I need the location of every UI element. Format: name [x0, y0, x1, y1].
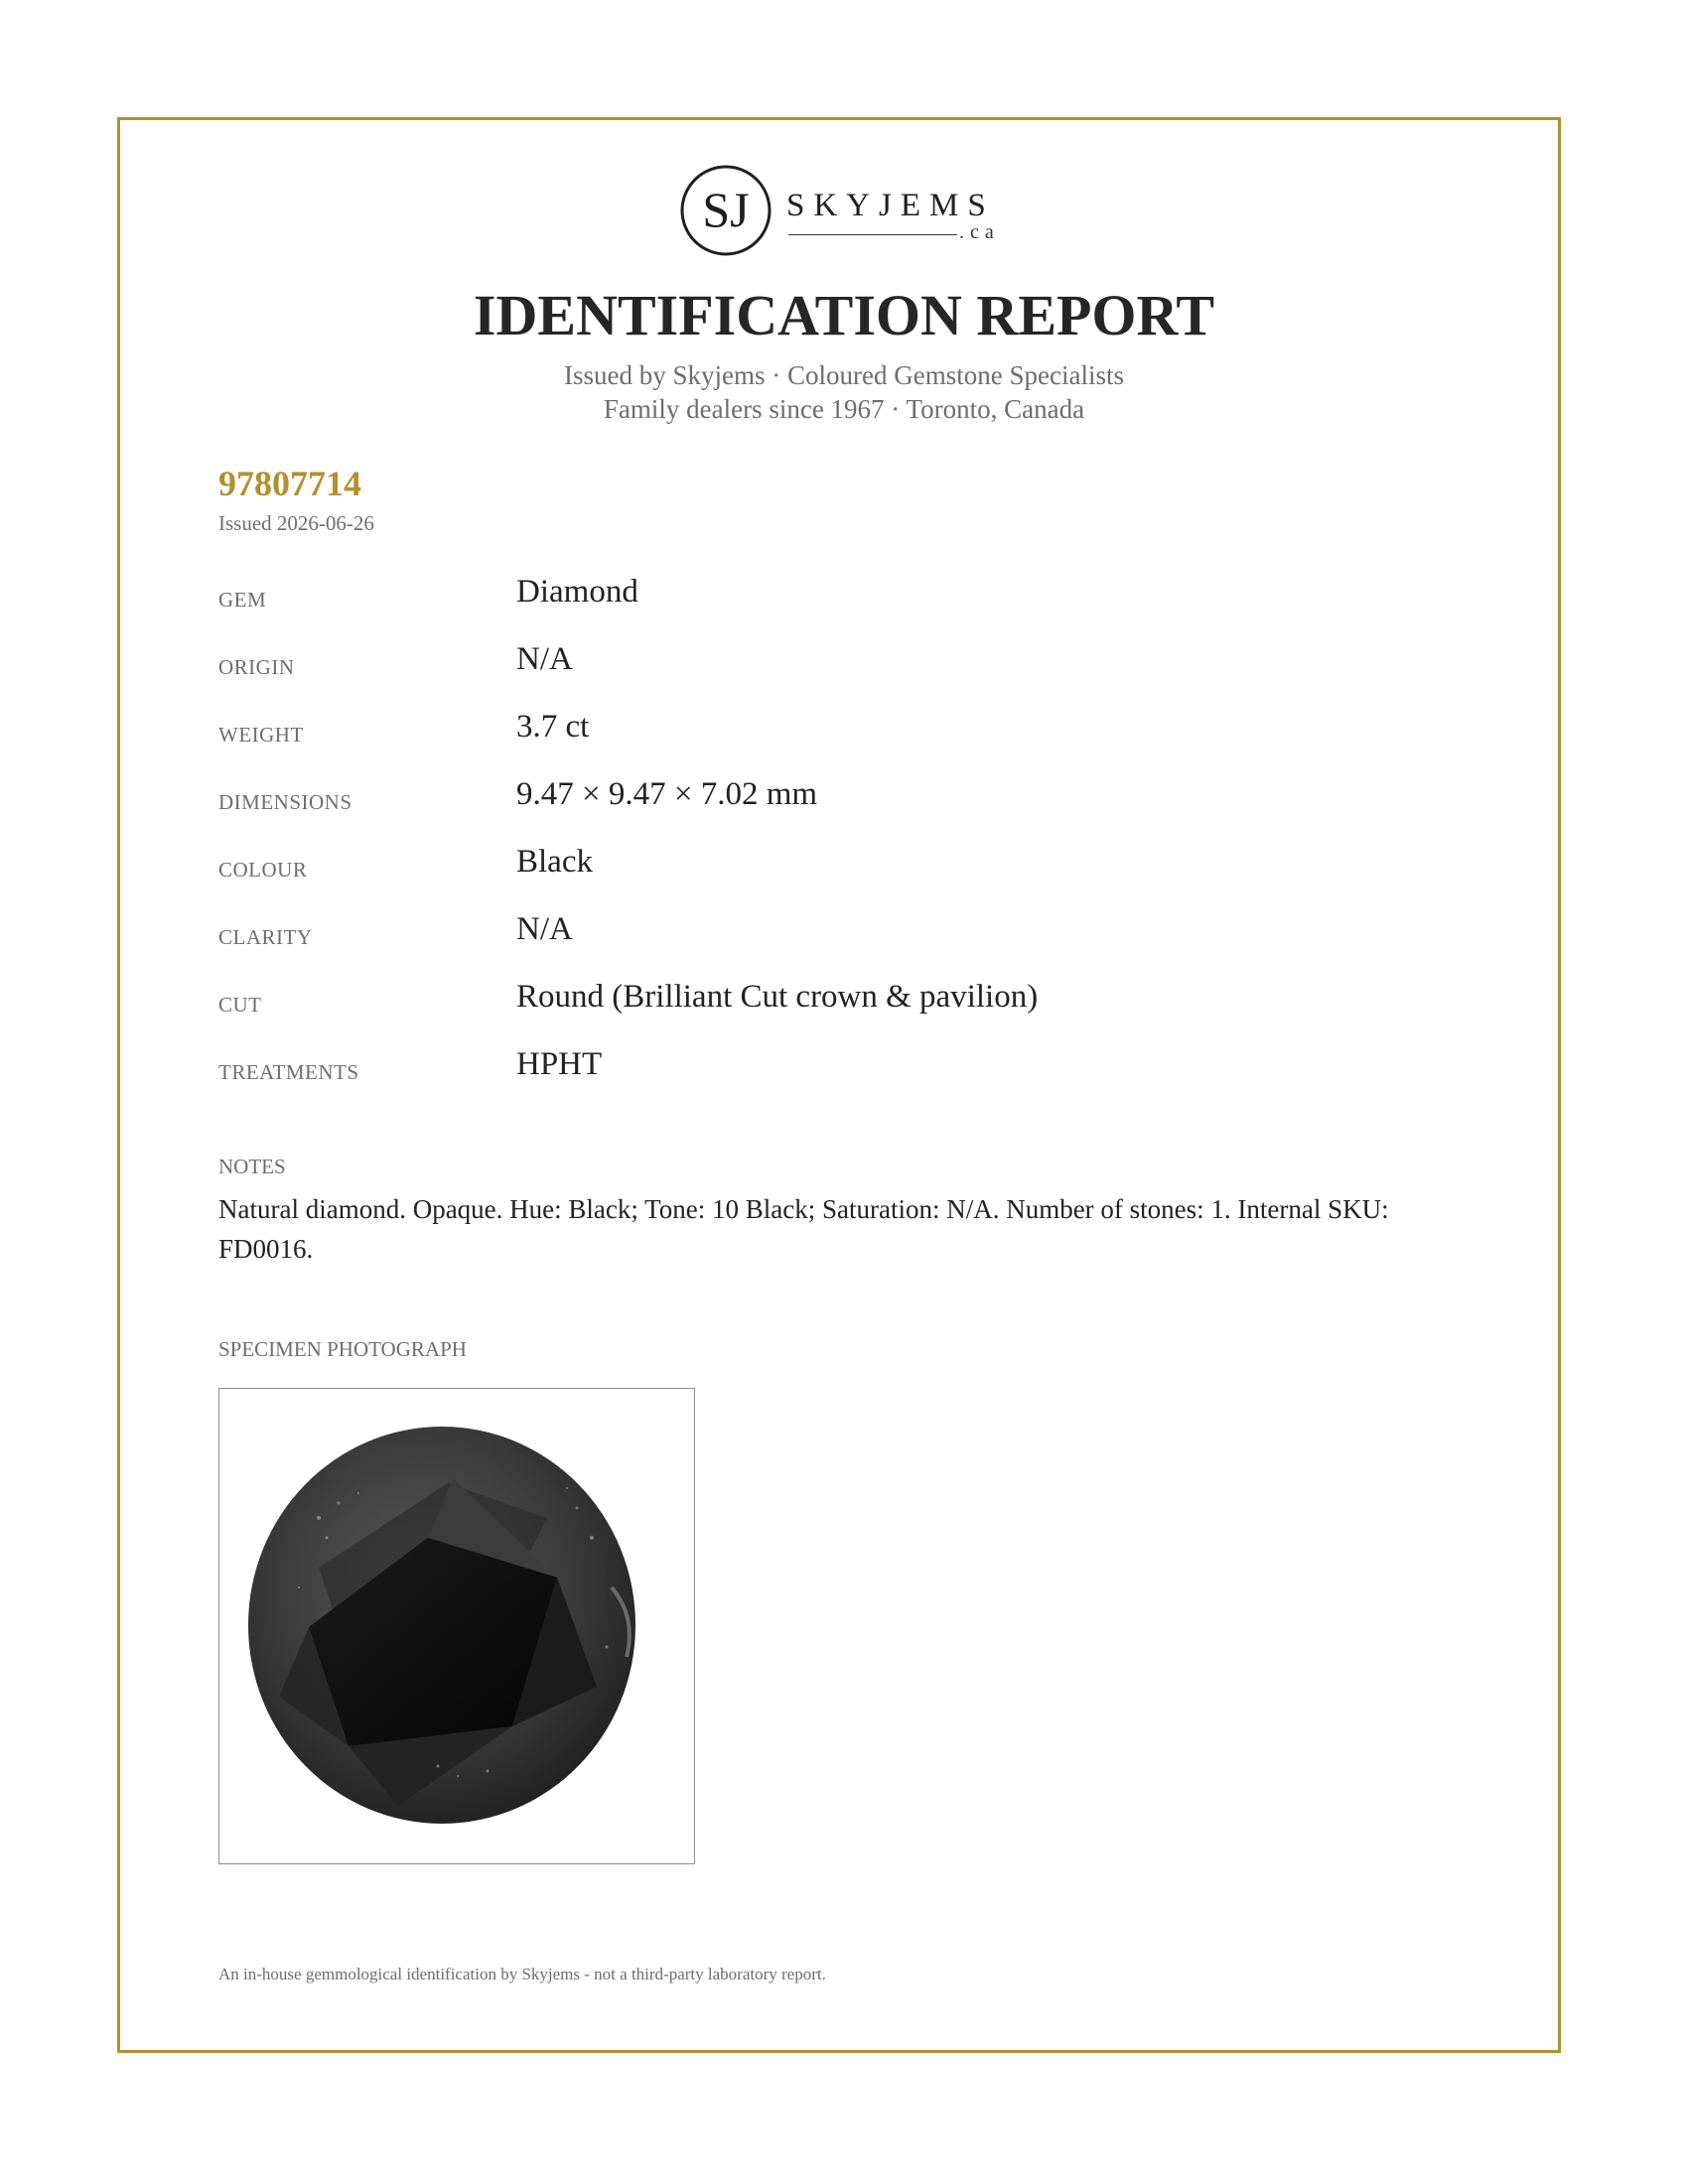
subtitle-location: Family dealers since 1967 · Toronto, Canada [603, 394, 1085, 424]
field-label: TREATMENTS [218, 1060, 359, 1084]
sj-monogram-icon [679, 164, 773, 257]
black-diamond-image [219, 1389, 694, 1863]
field-colour [218, 844, 1470, 893]
field-value: HPHT [516, 1046, 603, 1082]
field-value: 9.47 × 9.47 × 7.02 mm [516, 776, 818, 812]
field-clarity [218, 911, 1470, 961]
page-title: IDENTIFICATION REPORT [473, 283, 1215, 347]
field-weight [218, 709, 1470, 758]
logo-monogram-text: SJ [702, 182, 750, 237]
photo-label: SPECIMEN PHOTOGRAPH [218, 1337, 467, 1361]
field-origin [218, 641, 1470, 691]
notes-label: NOTES [218, 1155, 286, 1178]
field-value: N/A [516, 911, 573, 947]
field-value: N/A [516, 641, 573, 677]
field-label: COLOUR [218, 858, 308, 882]
field-label: WEIGHT [218, 723, 304, 747]
field-value: Round (Brilliant Cut crown & pavilion) [516, 979, 1039, 1015]
brand-name: SKYJEMS [786, 188, 995, 223]
field-dimensions [218, 776, 1470, 826]
field-cut [218, 979, 1470, 1028]
field-label: CUT [218, 993, 262, 1017]
specimen-photograph [218, 1388, 695, 1864]
field-label: DIMENSIONS [218, 790, 352, 814]
footer-disclaimer: An in-house gemmological identification by Skyjems - not a third-party laboratory report. [218, 1965, 826, 1983]
field-label: CLARITY [218, 925, 313, 949]
report-number: 97807714 [218, 464, 361, 503]
field-treatments [218, 1046, 1470, 1096]
field-label: ORIGIN [218, 655, 295, 679]
notes-text: Natural diamond. Opaque. Hue: Black; Tone: 10 Black; Saturation: N/A. Number of stones: 1. Internal SKU: FD0016. [218, 1194, 1389, 1264]
subtitle-issuer: Issued by Skyjems · Coloured Gemstone Specialists [564, 360, 1124, 390]
field-value: Black [516, 844, 593, 880]
brand-tld: .ca [959, 221, 1000, 243]
field-gem [218, 574, 1470, 623]
field-label: GEM [218, 588, 267, 612]
skyjems-logo [679, 164, 1017, 263]
field-value: 3.7 ct [516, 709, 590, 745]
brand-divider [788, 234, 957, 235]
field-value: Diamond [516, 574, 638, 610]
issued-date: Issued 2026-06-26 [218, 511, 374, 535]
